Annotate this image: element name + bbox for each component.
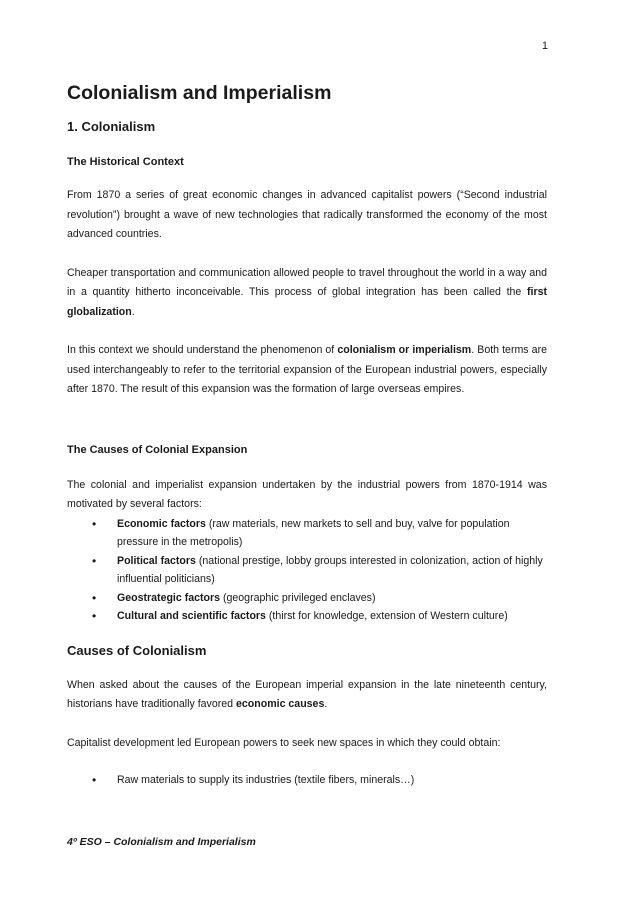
list-item <box>92 552 547 589</box>
list-item <box>92 589 547 608</box>
p2-text: Cheaper transportation and communication allowed people to travel throughout the world in a way and in a quantity hitherto inconceivable. This process of global integration has been called the <box>67 266 547 298</box>
first-globalization-term: first globalization <box>67 286 547 318</box>
item-text: Raw materials to supply its industries (textile fibers, minerals…) <box>117 774 415 786</box>
document-body <box>67 80 547 790</box>
page-number: 1 <box>541 40 548 52</box>
causes-expansion-intro: The colonial and imperialist expansion undertaken by the industrial powers from 1870-1914 was motivated by several factors: <box>67 478 547 510</box>
causes-colonialism-paragraph-2: Capitalist development led European powers to seek new spaces in which they could obtain: <box>67 736 501 749</box>
page-footer: 4º ESO – Colonialism and Imperialism <box>67 836 256 848</box>
p3-text: In this context we should understand the phenomenon of <box>67 344 338 356</box>
factor-text: (thirst for knowledge, extension of Western culture) <box>265 610 508 622</box>
historical-context-paragraph-2 <box>67 264 547 323</box>
historical-context-heading: The Historical Context <box>67 156 184 168</box>
economic-causes-term: economic causes <box>236 698 325 710</box>
bullet-icon: • <box>92 553 97 568</box>
bullet-icon: • <box>92 609 97 623</box>
bullet-icon: • <box>92 773 97 787</box>
list-item <box>92 771 547 790</box>
bullet-icon: • <box>92 590 97 605</box>
historical-context-paragraph-3 <box>67 341 547 400</box>
causes-colonialism-heading: Causes of Colonialism <box>67 642 207 658</box>
bullet-icon: • <box>92 516 97 531</box>
p2-end: . <box>131 305 135 318</box>
section-heading: 1. Colonialism <box>67 119 156 134</box>
factor-text: (national prestige, lobby groups interested in colonization, action of highly influential politicians) <box>117 554 543 585</box>
raw-materials-list <box>67 771 547 790</box>
p3-end: . Both terms are used interchangeably to refer to the territorial expansion of the European industrial powers, especially after 1870. The result of this expansion was the formation of large overseas empires. <box>67 344 547 395</box>
factors-list <box>67 515 547 626</box>
factor-text: (geographic privileged enclaves) <box>220 591 376 604</box>
factor-label: Political factors <box>117 554 196 567</box>
page-title: Colonialism and Imperialism <box>67 82 332 104</box>
factor-label: Geostrategic factors <box>117 591 221 604</box>
causes-expansion-heading: The Causes of Colonial Expansion <box>67 443 248 456</box>
historical-context-paragraph-1: From 1870 a series of great economic changes in advanced capitalist powers (“Second industrial revolution”) brought a wave of new technologies that radically transformed the economy of the most advanced countries. <box>67 189 547 240</box>
cc-p1-end: . <box>324 698 328 710</box>
causes-colonialism-paragraph-1 <box>67 676 547 715</box>
factor-text: (raw materials, new markets to sell and buy, valve for population pressure in the metropolis) <box>117 517 510 548</box>
list-item <box>92 607 547 626</box>
list-item <box>92 515 547 552</box>
factor-label: Cultural and scientific factors <box>117 610 266 622</box>
colonialism-term: colonialism or imperialism <box>337 344 472 356</box>
cc-p1-text: When asked about the causes of the European imperial expansion in the late nineteenth century, historians have traditionally favored <box>67 678 547 710</box>
factor-label: Economic factors <box>117 517 206 530</box>
